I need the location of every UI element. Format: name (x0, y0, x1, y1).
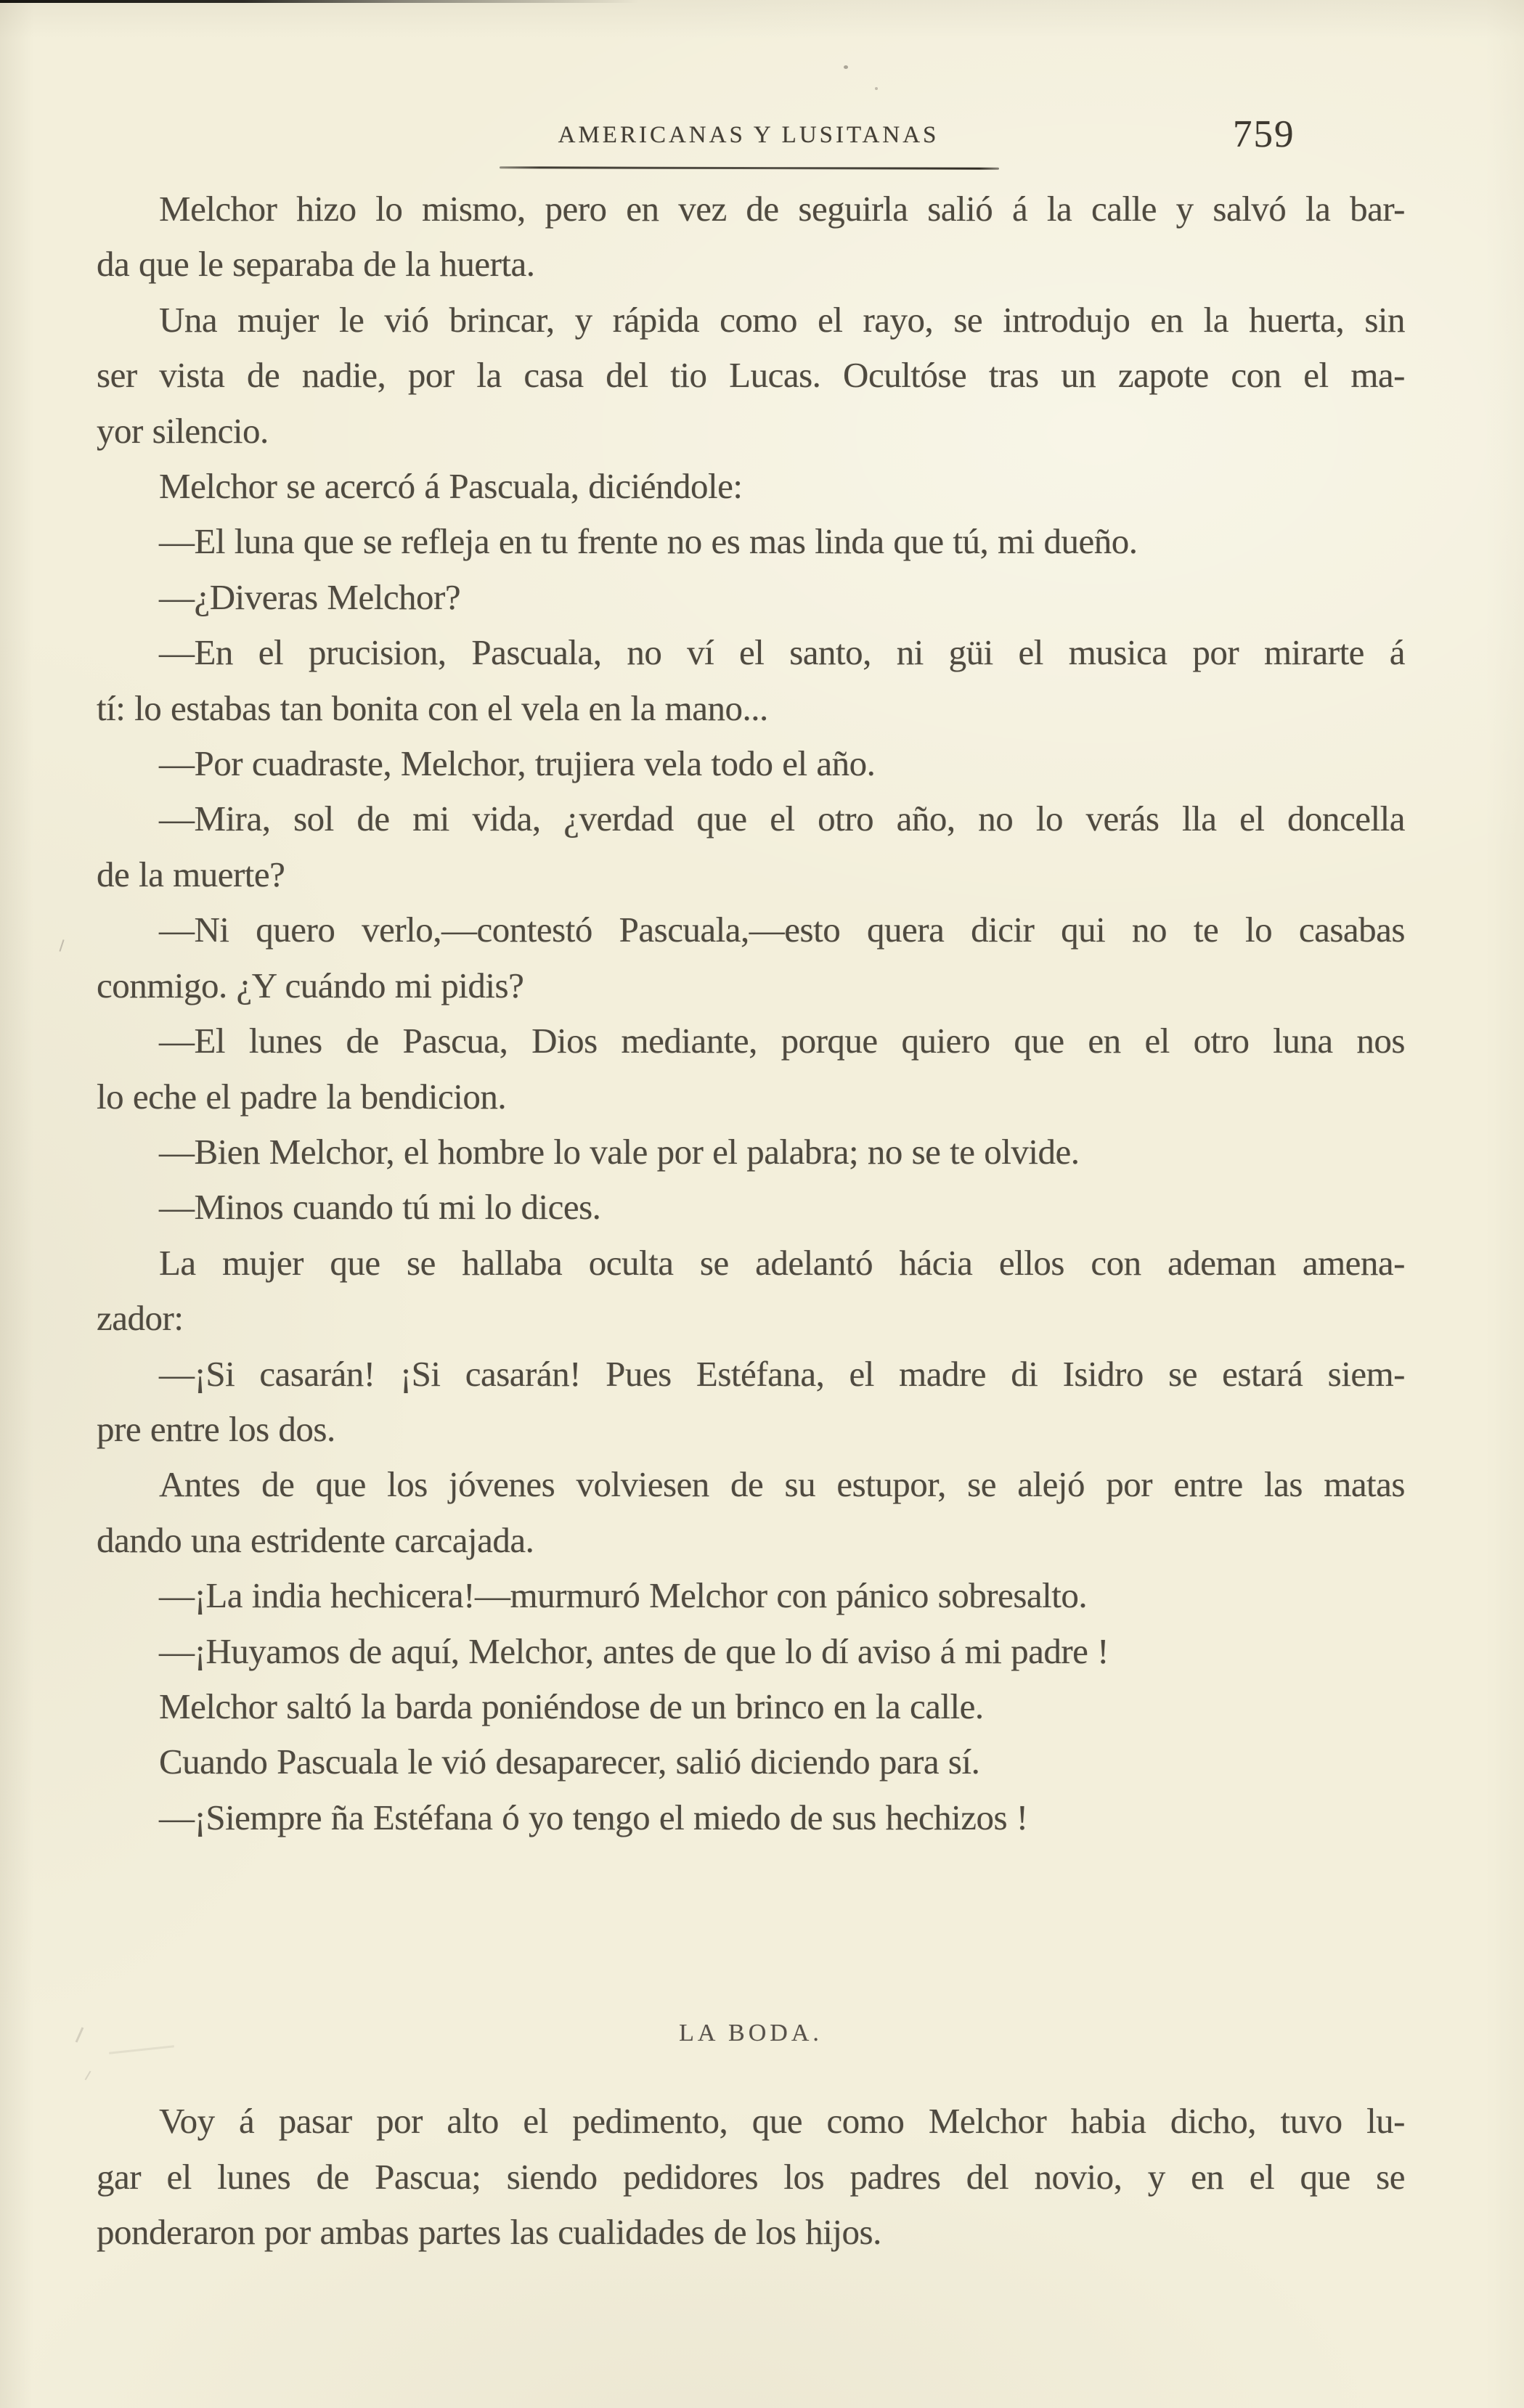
body-text (97, 181, 1405, 1845)
text-line: pre entre los dos. (97, 1408, 335, 1449)
text-line: —En el prucision, Pascuala, no ví el santo, ni güi el musica por mirarte á (159, 632, 1405, 673)
text-line: —¿Diveras Melchor? (159, 576, 461, 617)
running-header-title: AMERICANAS Y LUSITANAS (558, 122, 940, 148)
text-line: —¡Si casarán! ¡Si casarán! Pues Estéfana, el madre di Isidro se estará siem- (159, 1353, 1405, 1394)
text-line: conmigo. ¿Y cuándo mi pidis? (97, 965, 524, 1005)
text-line: Voy á pasar por alto el pedimento, que como Melchor habia dicho, tuvo lu- (159, 2101, 1405, 2142)
page-text-block (97, 181, 1405, 2260)
text-line: —El luna que se refleja en tu frente no es mas linda que tú, mi dueño. (159, 521, 1138, 562)
boda-paragraph (97, 2094, 1405, 2260)
text-line: —¡La india hechicera!—murmuró Melchor con pánico sobresalto. (159, 1575, 1088, 1616)
text-line: —Bien Melchor, el hombre lo vale por el palabra; no se te olvide. (159, 1131, 1080, 1172)
text-line: Antes de que los jóvenes volviesen de su estupor, se alejó por entre las matas (159, 1464, 1405, 1505)
text-line: da que le separaba de la huerta. (97, 244, 535, 285)
text-line: ponderaron por ambas partes las cualidades de los hijos. (97, 2212, 881, 2252)
text-line: Melchor se acercó á Pascuala, diciéndole: (159, 466, 743, 507)
text-line: tí: lo estabas tan bonita con el vela en la mano... (97, 687, 768, 728)
text-line: yor silencio. (97, 410, 269, 451)
text-line: —Mira, sol de mi vida, ¿verdad que el otro año, no lo verás lla el doncella (159, 799, 1405, 839)
text-line: Melchor saltó la barda poniéndose de un brinco en la calle. (159, 1686, 984, 1726)
text-line: gar el lunes de Pascua; siendo pedidores los padres del novio, y en el que se (97, 2156, 1405, 2197)
pencil-mark (85, 2070, 91, 2080)
text-line: de la muerte? (97, 854, 285, 894)
text-line: dando una estridente carcajada. (97, 1519, 534, 1560)
pencil-mark (76, 2027, 84, 2042)
text-line: —El lunes de Pascua, Dios mediante, porque quiero que en el otro luna nos (159, 1021, 1405, 1061)
margin-mark (59, 939, 64, 952)
text-line: La mujer que se hallaba oculta se adelantó hácia ellos con ademan amena- (159, 1242, 1405, 1283)
text-line: —Minos cuando tú mi lo dices. (159, 1187, 601, 1228)
text-line: —¡Siempre ña Estéfana ó yo tengo el miedo de sus hechizos ! (159, 1797, 1028, 1837)
text-line: zador: (97, 1298, 184, 1339)
page-number: 759 (1233, 113, 1295, 155)
text-line: Una mujer le vió brincar, y rápida como el rayo, se introdujo en la huerta, sin (159, 299, 1405, 340)
text-line: —Ni quero verlo,—contestó Pascuala,—esto quera dicir qui no te lo casabas (159, 910, 1405, 950)
scan-edge-artifact (0, 0, 639, 3)
paper-speck (844, 65, 848, 69)
text-line: Melchor hizo lo mismo, pero en vez de seguirla salió á la calle y salvó la bar- (159, 189, 1405, 229)
section-heading: LA BODA. (679, 2020, 823, 2047)
text-line: Cuando Pascuala le vió desaparecer, salió diciendo para sí. (159, 1742, 980, 1782)
text-line: —Por cuadraste, Melchor, trujiera vela todo el año. (159, 743, 876, 784)
header-rule (500, 166, 999, 169)
paper-speck (875, 87, 878, 90)
text-line: lo eche el padre la bendicion. (97, 1076, 507, 1117)
text-line: —¡Huyamos de aquí, Melchor, antes de que lo dí aviso á mi padre ! (159, 1630, 1109, 1671)
text-line: ser vista de nadie, por la casa del tio Lucas. Ocultóse tras un zapote con el ma- (97, 355, 1405, 396)
